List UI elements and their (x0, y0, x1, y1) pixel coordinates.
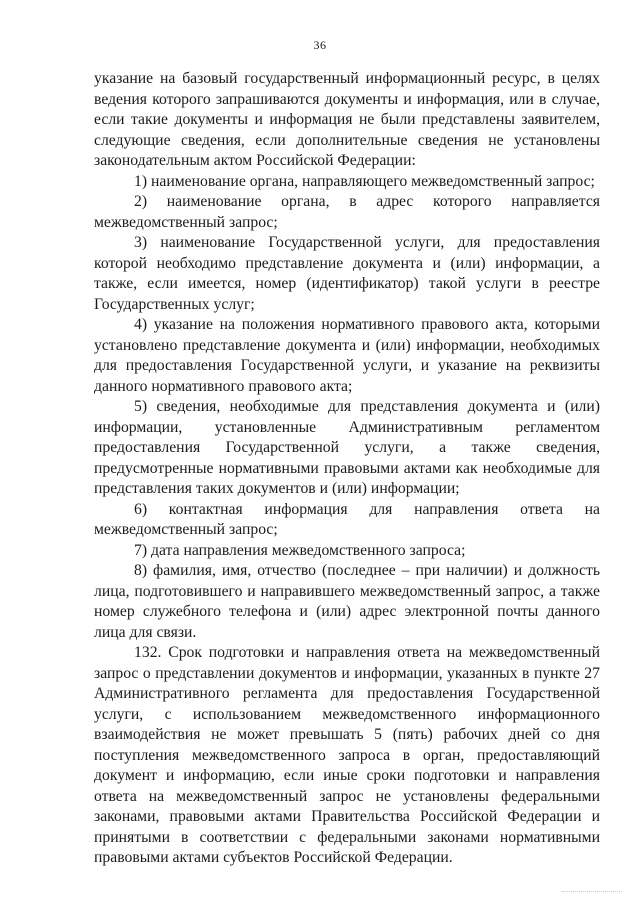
document-body (94, 69, 600, 869)
list-item-2: 2) наименование органа, в адрес которого направляется межведомственный запрос; (94, 193, 600, 231)
list-item-8: 8) фамилия, имя, отчество (последнее – при наличии) и должность лица, подготовившего и направившего межведомственный запрос, а также номер служебного телефона и (или) адрес электронной почты данного лица для связи. (94, 562, 600, 641)
paragraph-intro: указание на базовый государственный информационный ресурс, в целях ведения которого запрашиваются документы и информация, или в случае, если такие документы и информация не были представлены заявителем, следующие сведения, если дополнительные сведения не установлены законодательным актом Российской Федерации: (94, 70, 600, 169)
list-item-1: 1) наименование органа, направляющего межведомственный запрос; (134, 172, 595, 190)
list-item-3: 3) наименование Государственной услуги, для предоставления которой необходимо представление документа и (или) информации, а также, если имеется, номер (идентификатор) такой услуги в реестре Государственных услуг; (94, 234, 600, 313)
list-item-5: 5) сведения, необходимые для представления документа и (или) информации, установленные Административным регламентом предоставления Государственной услуги, а также сведения, предусмотренные нормативными правовыми актами как необходимые для представления таких документов и (или) информации; (94, 398, 600, 497)
list-item-7: 7) дата направления межведомственного запроса; (134, 541, 466, 559)
list-item-6: 6) контактная информация для направления ответа на межведомственный запрос; (94, 500, 600, 538)
clause-132: 132. Срок подготовки и направления ответа на межведомственный запрос о представлении документов и информации, указанных в пункте 27 Административного регламента для предоставления Государственной услуги, с использованием межведомственного информационного взаимодействия не может превышать 5 (пять) рабочих дней со дня поступления межведомственного запроса в орган, предоставляющий документ и информацию, если иные сроки подготовки и направления ответа на межведомственный запрос не установлены федеральными законами, правовыми актами Правительства Российской Федерации и принятыми в соответствии с федеральными законами нормативными правовыми актами субъектов Российской Федерации. (94, 644, 600, 866)
list-item-4: 4) указание на положения нормативного правового акта, которыми установлено представление документа и (или) информации, необходимых для предоставления Государственной услуги, и указание на реквизиты данного нормативного правового акта; (94, 316, 600, 395)
scan-artifact (562, 891, 622, 895)
page-number: 36 (313, 38, 327, 52)
